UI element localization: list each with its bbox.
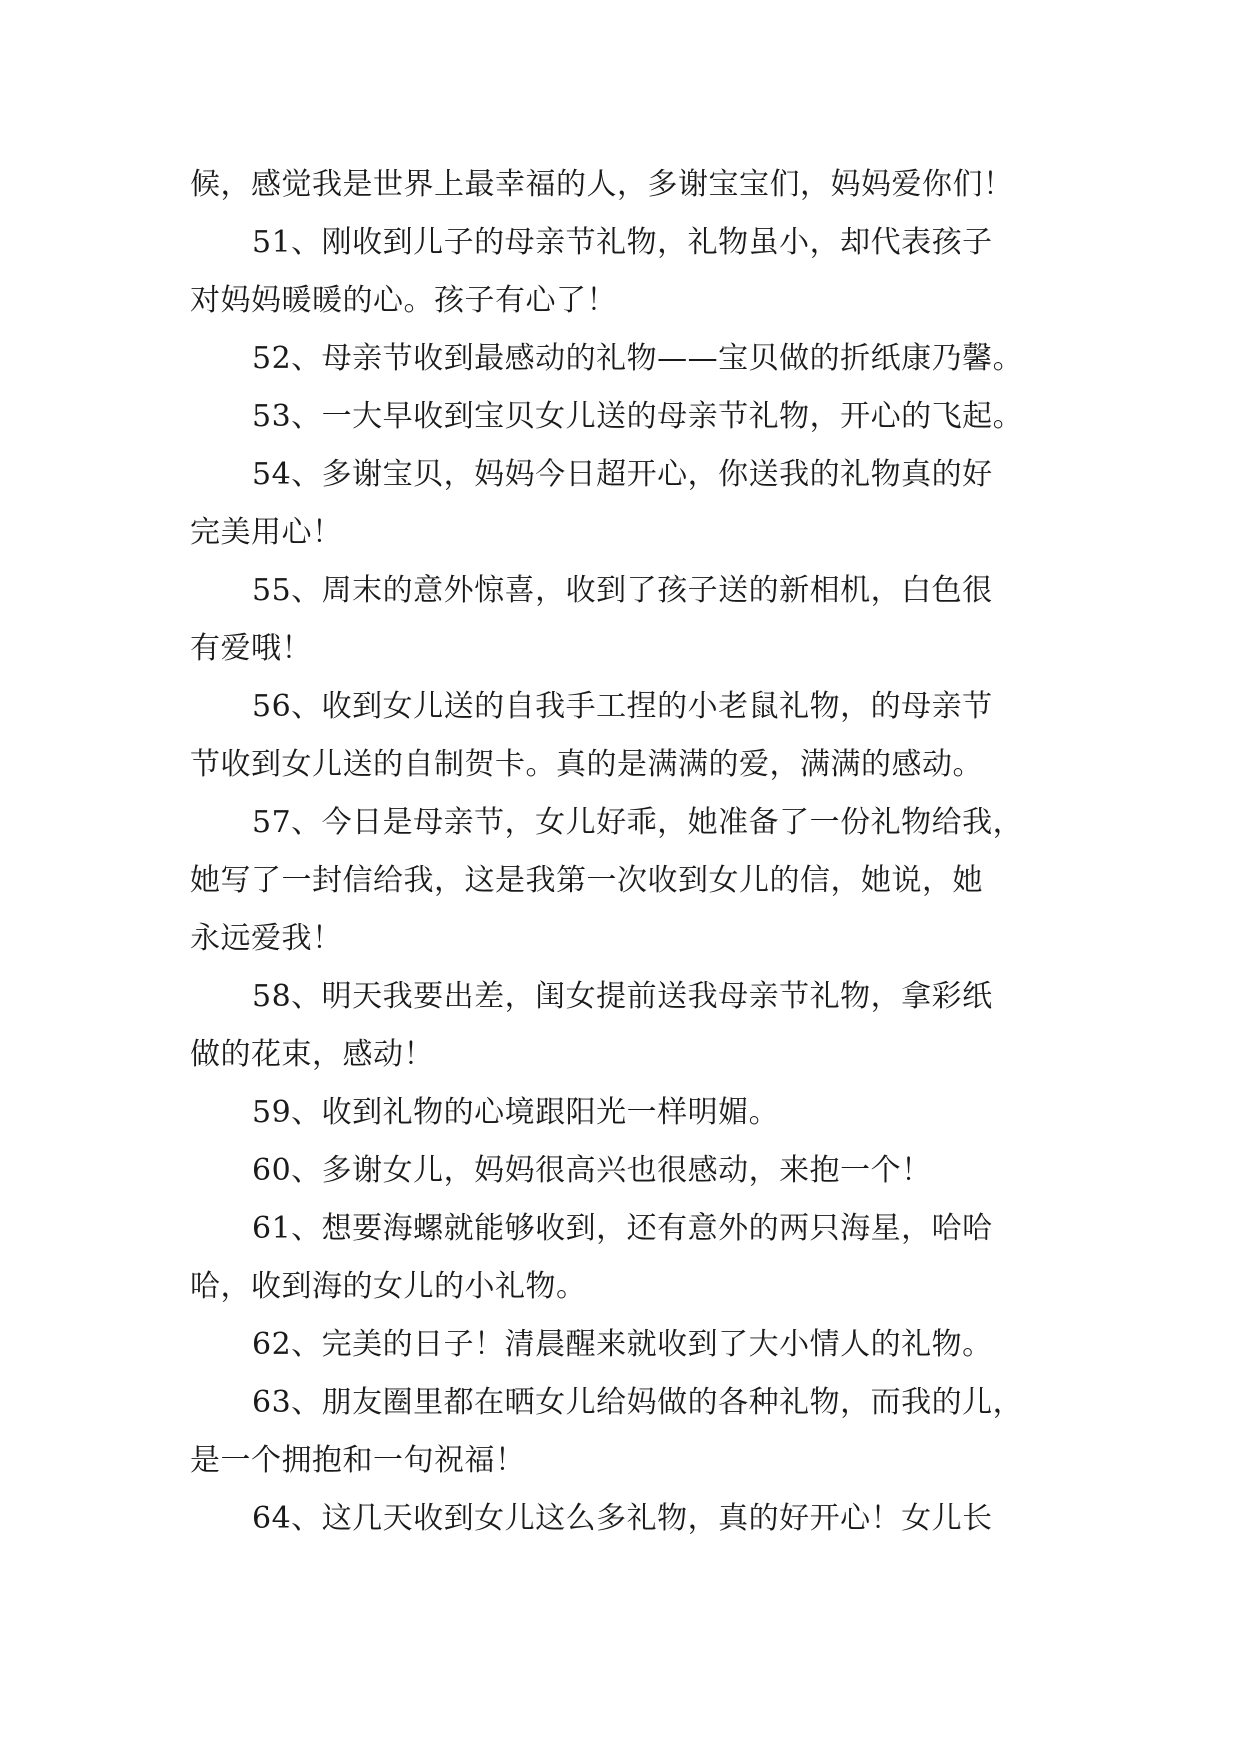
text-line: 57、今日是母亲节，女儿好乖，她准备了一份礼物给我，: [252, 805, 1024, 840]
text-line: 62、完美的日子！清晨醒来就收到了大小情人的礼物。: [252, 1327, 993, 1362]
document-body: [190, 156, 1070, 1548]
text-line: 候，感觉我是世界上最幸福的人，多谢宝宝们，妈妈爱你们！: [190, 167, 1014, 202]
text-line: 她写了一封信给我，这是我第一次收到女儿的信，她说，她: [190, 863, 983, 898]
text-line: 哈，收到海的女儿的小礼物。: [190, 1269, 587, 1304]
text-line: 54、多谢宝贝，妈妈今日超开心，你送我的礼物真的好: [252, 457, 993, 492]
text-line: 58、明天我要出差，闺女提前送我母亲节礼物，拿彩纸: [252, 979, 993, 1014]
text-line: 永远爱我！: [190, 921, 343, 956]
text-line: 有爱哦！: [190, 631, 312, 666]
text-line: 53、一大早收到宝贝女儿送的母亲节礼物，开心的飞起。: [252, 399, 1024, 434]
text-line: 做的花束，感动！: [190, 1037, 434, 1072]
text-line: 节收到女儿送的自制贺卡。真的是满满的爱，满满的感动。: [190, 747, 983, 782]
text-line: 61、想要海螺就能够收到，还有意外的两只海星，哈哈: [252, 1211, 993, 1246]
text-line: 56、收到女儿送的自我手工捏的小老鼠礼物，的母亲节: [252, 689, 993, 724]
text-line: 51、刚收到儿子的母亲节礼物，礼物虽小，却代表孩子: [252, 225, 993, 260]
text-line: 是一个拥抱和一句祝福！: [190, 1443, 526, 1478]
text-line: 60、多谢女儿，妈妈很高兴也很感动，来抱一个！: [252, 1153, 932, 1188]
text-line: 对妈妈暖暖的心。孩子有心了！: [190, 283, 617, 318]
text-line: 59、收到礼物的心境跟阳光一样明媚。: [252, 1095, 780, 1130]
text-line: 55、周末的意外惊喜，收到了孩子送的新相机，白色很: [252, 573, 993, 608]
text-line: 52、母亲节收到最感动的礼物——宝贝做的折纸康乃馨。: [252, 341, 1024, 376]
text-line: 64、这几天收到女儿这么多礼物，真的好开心！女儿长: [252, 1501, 993, 1536]
text-line: 完美用心！: [190, 515, 343, 550]
text-line: 63、朋友圈里都在晒女儿给妈做的各种礼物，而我的儿，: [252, 1385, 1024, 1420]
